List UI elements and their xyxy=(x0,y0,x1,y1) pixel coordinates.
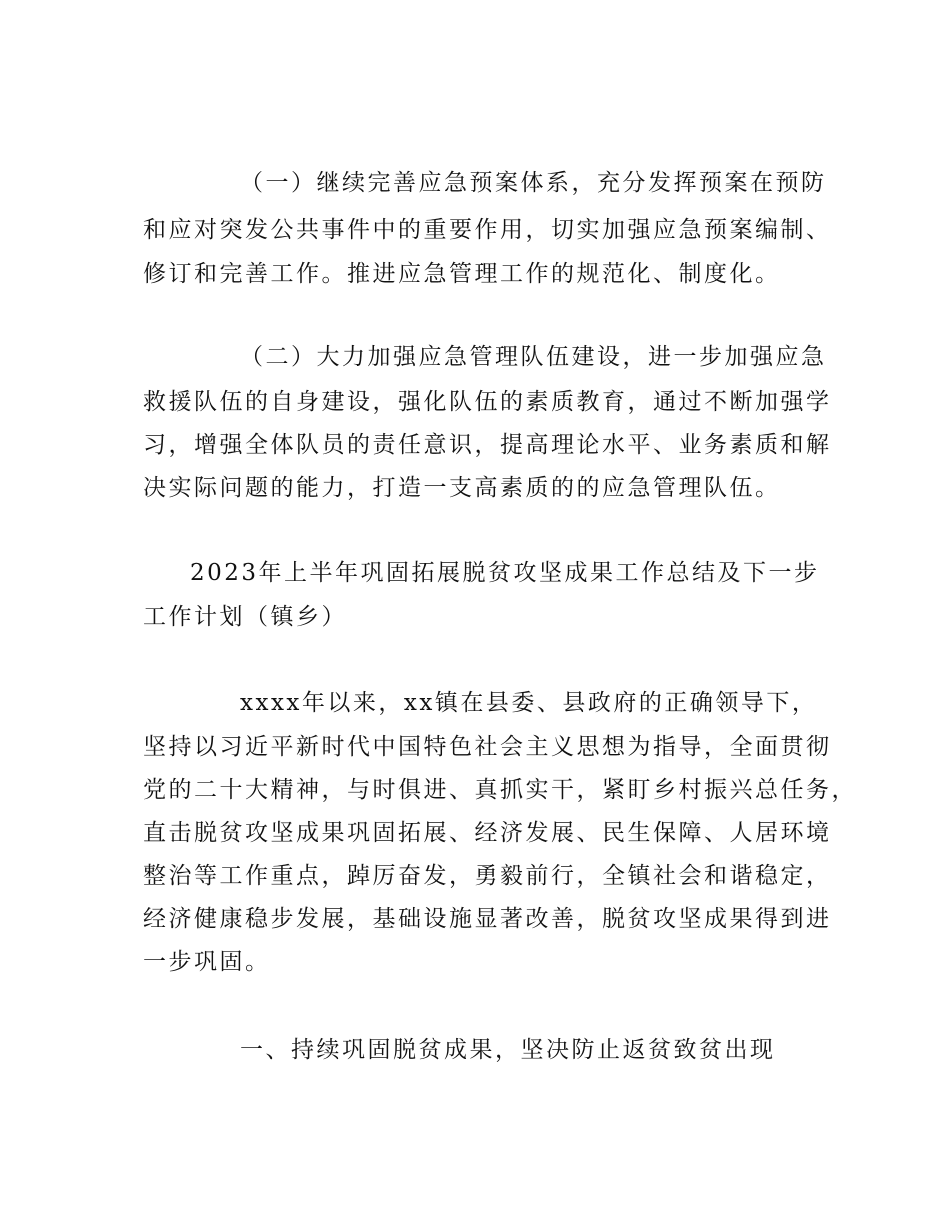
intro-line-2: 坚持以习近平新时代中国特色社会主义思想为指导，全面贯彻 xyxy=(143,734,832,760)
intro-line-4: 直击脱贫攻坚成果巩固拓展、经济发展、民生保障、人居环境 xyxy=(143,820,832,846)
intro-line-3: 党的二十大精神，与时俱进、真抓实干，紧盯乡村振兴总任务， xyxy=(143,777,857,803)
document-title-line-1: 2023年上半年巩固拓展脱贫攻坚成果工作总结及下一步 xyxy=(190,560,820,586)
section-1-line-1: （一）继续完善应急预案体系，充分发挥预案在预防 xyxy=(240,170,827,196)
section-2-line-1: （二）大力加强应急管理队伍建设，进一步加强应急 xyxy=(240,344,827,370)
intro-line-7: 一步巩固。 xyxy=(143,949,271,975)
document-title-line-2: 工作计划（镇乡） xyxy=(143,604,347,630)
section-1-line-3: 修订和完善工作。推进应急管理工作的规范化、制度化。 xyxy=(143,261,781,287)
intro-line-5: 整治等工作重点，踔厉奋发，勇毅前行，全镇社会和谐稳定， xyxy=(143,863,832,889)
section-1-line-2: 和应对突发公共事件中的重要作用，切实加强应急预案编制、 xyxy=(143,217,832,243)
section-heading-1: 一、持续巩固脱贫成果，坚决防止返贫致贫出现 xyxy=(240,1037,776,1063)
intro-line-1: xxxx年以来，xx镇在县委、县政府的正确领导下， xyxy=(240,690,818,716)
section-2-line-4: 决实际问题的能力，打造一支高素质的的应急管理队伍。 xyxy=(143,475,781,501)
section-2-line-3: 习，增强全体队员的责任意识，提高理论水平、业务素质和解 xyxy=(143,432,832,458)
section-2-line-2: 救援队伍的自身建设，强化队伍的素质教育，通过不断加强学 xyxy=(143,389,832,415)
intro-line-6: 经济健康稳步发展，基础设施显著改善，脱贫攻坚成果得到进 xyxy=(143,906,832,932)
